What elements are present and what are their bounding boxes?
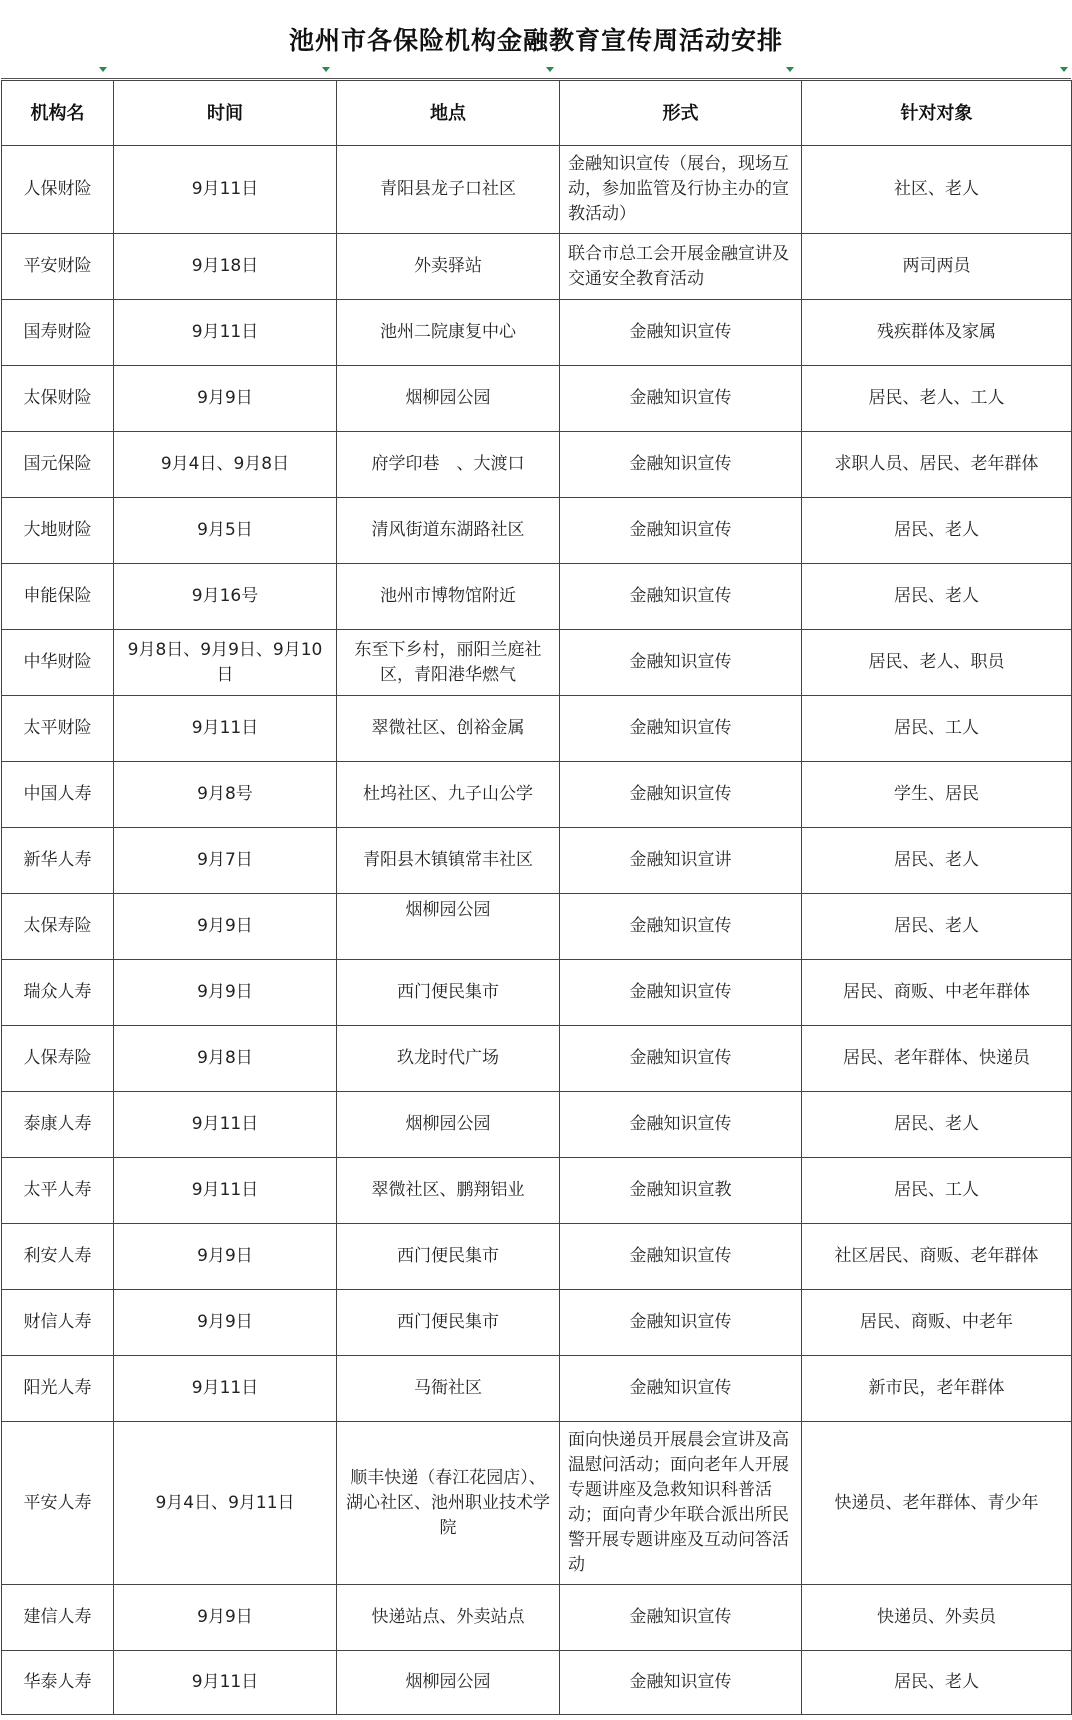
cell-target[interactable]: 求职人员、居民、老年群体: [802, 432, 1072, 498]
cell-place[interactable]: 青阳县木镇镇常丰社区: [337, 828, 560, 894]
cell-form[interactable]: 金融知识宣传: [560, 564, 802, 630]
cell-time[interactable]: 9月7日: [114, 828, 337, 894]
cell-target[interactable]: 学生、居民: [802, 762, 1072, 828]
cell-target[interactable]: 居民、老人、工人: [802, 366, 1072, 432]
table-row: [2, 630, 1072, 696]
cell-time[interactable]: 9月8号: [114, 762, 337, 828]
cell-time[interactable]: 9月4日、9月11日: [114, 1422, 337, 1585]
cell-time[interactable]: 9月9日: [114, 1224, 337, 1290]
cell-place[interactable]: 翠微社区、鹏翔铝业: [337, 1158, 560, 1224]
table-row: [2, 1422, 1072, 1585]
cell-org[interactable]: 中华财险: [2, 630, 114, 696]
cell-target[interactable]: 社区、老人: [802, 146, 1072, 234]
cell-place[interactable]: 烟柳园公园: [337, 1092, 560, 1158]
cell-form[interactable]: 联合市总工会开展金融宣讲及交通安全教育活动: [560, 234, 802, 300]
filter-dropdown-icon[interactable]: [322, 67, 330, 72]
table-row: [2, 1092, 1072, 1158]
cell-place[interactable]: 青阳县龙子口社区: [337, 146, 560, 234]
cell-place[interactable]: 府学印巷 、大渡口: [337, 432, 560, 498]
table-row: [2, 828, 1072, 894]
cell-form[interactable]: 金融知识宣传: [560, 1585, 802, 1651]
cell-target[interactable]: 两司两员: [802, 234, 1072, 300]
cell-place[interactable]: 玖龙时代广场: [337, 1026, 560, 1092]
cell-time[interactable]: 9月9日: [114, 1290, 337, 1356]
filter-dropdown-icon[interactable]: [786, 67, 794, 72]
cell-time[interactable]: 9月11日: [114, 1092, 337, 1158]
cell-org[interactable]: 国元保险: [2, 432, 114, 498]
cell-place[interactable]: 杜坞社区、九子山公学: [337, 762, 560, 828]
cell-org[interactable]: 大地财险: [2, 498, 114, 564]
cell-form[interactable]: 金融知识宣传: [560, 630, 802, 696]
cell-target[interactable]: 社区居民、商贩、老年群体: [802, 1224, 1072, 1290]
cell-form[interactable]: 金融知识宣传: [560, 300, 802, 366]
cell-org[interactable]: 新华人寿: [2, 828, 114, 894]
cell-place[interactable]: 西门便民集市: [337, 1224, 560, 1290]
table-row: [2, 146, 1072, 234]
cell-place[interactable]: 烟柳园公园: [337, 366, 560, 432]
cell-org[interactable]: 阳光人寿: [2, 1356, 114, 1422]
cell-place[interactable]: 西门便民集市: [337, 1290, 560, 1356]
cell-form[interactable]: 金融知识宣传: [560, 432, 802, 498]
cell-time[interactable]: 9月9日: [114, 366, 337, 432]
cell-target[interactable]: 居民、老人: [802, 498, 1072, 564]
cell-place[interactable]: 外卖驿站: [337, 234, 560, 300]
table-row: [2, 762, 1072, 828]
cell-target[interactable]: 居民、工人: [802, 1158, 1072, 1224]
header-row: [2, 81, 1072, 146]
cell-org[interactable]: 太平人寿: [2, 1158, 114, 1224]
cell-target[interactable]: 快递员、老年群体、青少年: [802, 1422, 1072, 1585]
cell-time[interactable]: 9月8日: [114, 1026, 337, 1092]
cell-form[interactable]: 金融知识宣传: [560, 1356, 802, 1422]
cell-form[interactable]: 金融知识宣传: [560, 1026, 802, 1092]
cell-place[interactable]: 清风街道东湖路社区: [337, 498, 560, 564]
cell-form[interactable]: 面向快递员开展晨会宣讲及高温慰问活动；面向老年人开展专题讲座及急救知识科普活动；面向青少年联合派出所民警开展专题讲座及互动问答活动: [560, 1422, 802, 1585]
cell-time[interactable]: 9月11日: [114, 1158, 337, 1224]
table-row: [2, 960, 1072, 1026]
table-row: [2, 432, 1072, 498]
filter-dropdown-icon[interactable]: [546, 67, 554, 72]
table-row: [2, 234, 1072, 300]
cell-target[interactable]: 快递员、外卖员: [802, 1585, 1072, 1651]
cell-org[interactable]: 申能保险: [2, 564, 114, 630]
column-header-form[interactable]: 形式: [560, 81, 802, 146]
table-row: [2, 564, 1072, 630]
cell-time[interactable]: 9月16号: [114, 564, 337, 630]
table-row: [2, 696, 1072, 762]
cell-time[interactable]: 9月11日: [114, 146, 337, 234]
table-row: [2, 300, 1072, 366]
cell-org[interactable]: 人保寿险: [2, 1026, 114, 1092]
cell-org[interactable]: 中国人寿: [2, 762, 114, 828]
table-row: [2, 1026, 1072, 1092]
cell-time[interactable]: 9月9日: [114, 960, 337, 1026]
cell-form[interactable]: 金融知识宣传: [560, 894, 802, 960]
table-row: [2, 894, 1072, 960]
cell-place[interactable]: 马衙社区: [337, 1356, 560, 1422]
cell-org[interactable]: 平安人寿: [2, 1422, 114, 1585]
cell-org[interactable]: 人保财险: [2, 146, 114, 234]
cell-org[interactable]: 平安财险: [2, 234, 114, 300]
filter-dropdown-icon[interactable]: [1060, 67, 1068, 72]
cell-time[interactable]: 9月8日、9月9日、9月10日: [114, 630, 337, 696]
cell-target[interactable]: 居民、老人: [802, 564, 1072, 630]
cell-place[interactable]: 烟柳园公园: [337, 1651, 560, 1715]
cell-target[interactable]: 残疾群体及家属: [802, 300, 1072, 366]
cell-org[interactable]: 太平财险: [2, 696, 114, 762]
table-row: [2, 1224, 1072, 1290]
table-row: [2, 1158, 1072, 1224]
cell-form[interactable]: 金融知识宣传: [560, 762, 802, 828]
cell-target[interactable]: 新市民，老年群体: [802, 1356, 1072, 1422]
cell-form[interactable]: 金融知识宣教: [560, 1158, 802, 1224]
cell-org[interactable]: 太保财险: [2, 366, 114, 432]
cell-time[interactable]: 9月11日: [114, 1356, 337, 1422]
spreadsheet: [1, 0, 1071, 1720]
filter-dropdown-icon[interactable]: [99, 67, 107, 72]
cell-target[interactable]: 居民、老人: [802, 1092, 1072, 1158]
cell-place[interactable]: 快递站点、外卖站点: [337, 1585, 560, 1651]
cell-target[interactable]: 居民、老人: [802, 828, 1072, 894]
table-row: [2, 1356, 1072, 1422]
cell-time[interactable]: 9月11日: [114, 300, 337, 366]
cell-form[interactable]: 金融知识宣传: [560, 1290, 802, 1356]
cell-target[interactable]: 居民、老人、职员: [802, 630, 1072, 696]
cell-form[interactable]: 金融知识宣传（展台，现场互动，参加监管及行协主办的宣教活动）: [560, 146, 802, 234]
cell-place[interactable]: 池州市博物馆附近: [337, 564, 560, 630]
cell-org[interactable]: 太保寿险: [2, 894, 114, 960]
cell-org[interactable]: 泰康人寿: [2, 1092, 114, 1158]
column-header-place[interactable]: 地点: [337, 81, 560, 146]
cell-time[interactable]: 9月9日: [114, 894, 337, 960]
cell-form[interactable]: 金融知识宣传: [560, 1651, 802, 1715]
cell-form[interactable]: 金融知识宣传: [560, 498, 802, 564]
table-row: [2, 1651, 1072, 1715]
cell-time[interactable]: 9月9日: [114, 1585, 337, 1651]
cell-place[interactable]: 顺丰快递（春江花园店）、湖心社区、池州职业技术学院: [337, 1422, 560, 1585]
cell-org[interactable]: 国寿财险: [2, 300, 114, 366]
cell-time[interactable]: 9月11日: [114, 1651, 337, 1715]
cell-time[interactable]: 9月18日: [114, 234, 337, 300]
cell-place[interactable]: 东至下乡村，丽阳兰庭社区，青阳港华燃气: [337, 630, 560, 696]
column-header-org[interactable]: 机构名: [2, 81, 114, 146]
cell-org[interactable]: 财信人寿: [2, 1290, 114, 1356]
cell-time[interactable]: 9月11日: [114, 696, 337, 762]
column-header-time[interactable]: 时间: [114, 81, 337, 146]
cell-target[interactable]: 居民、老年群体、快递员: [802, 1026, 1072, 1092]
cell-form[interactable]: 金融知识宣讲: [560, 828, 802, 894]
cell-target[interactable]: 居民、工人: [802, 696, 1072, 762]
column-header-target[interactable]: 针对对象: [802, 81, 1072, 146]
table-row: [2, 1585, 1072, 1651]
table-row: [2, 498, 1072, 564]
page-title: 池州市各保险机构金融教育宣传周活动安排: [1, 0, 1071, 79]
cell-form[interactable]: 金融知识宣传: [560, 960, 802, 1026]
cell-time[interactable]: 9月4日、9月8日: [114, 432, 337, 498]
table-row: [2, 366, 1072, 432]
cell-place[interactable]: 池州二院康复中心: [337, 300, 560, 366]
cell-form[interactable]: 金融知识宣传: [560, 1092, 802, 1158]
cell-org[interactable]: 利安人寿: [2, 1224, 114, 1290]
cell-time[interactable]: 9月5日: [114, 498, 337, 564]
cell-org[interactable]: 建信人寿: [2, 1585, 114, 1651]
table-row: [2, 1290, 1072, 1356]
cell-target[interactable]: 居民、老人: [802, 1651, 1072, 1715]
cell-target[interactable]: 居民、商贩、中老年: [802, 1290, 1072, 1356]
cell-target[interactable]: 居民、老人: [802, 894, 1072, 960]
cell-form[interactable]: 金融知识宣传: [560, 1224, 802, 1290]
cell-form[interactable]: 金融知识宣传: [560, 366, 802, 432]
activity-table: [1, 80, 1072, 1715]
cell-place[interactable]: 翠微社区、创裕金属: [337, 696, 560, 762]
cell-org[interactable]: 瑞众人寿: [2, 960, 114, 1026]
cell-org[interactable]: 华泰人寿: [2, 1651, 114, 1715]
cell-place[interactable]: 烟柳园公园: [337, 894, 560, 960]
cell-form[interactable]: 金融知识宣传: [560, 696, 802, 762]
cell-place[interactable]: 西门便民集市: [337, 960, 560, 1026]
cell-target[interactable]: 居民、商贩、中老年群体: [802, 960, 1072, 1026]
